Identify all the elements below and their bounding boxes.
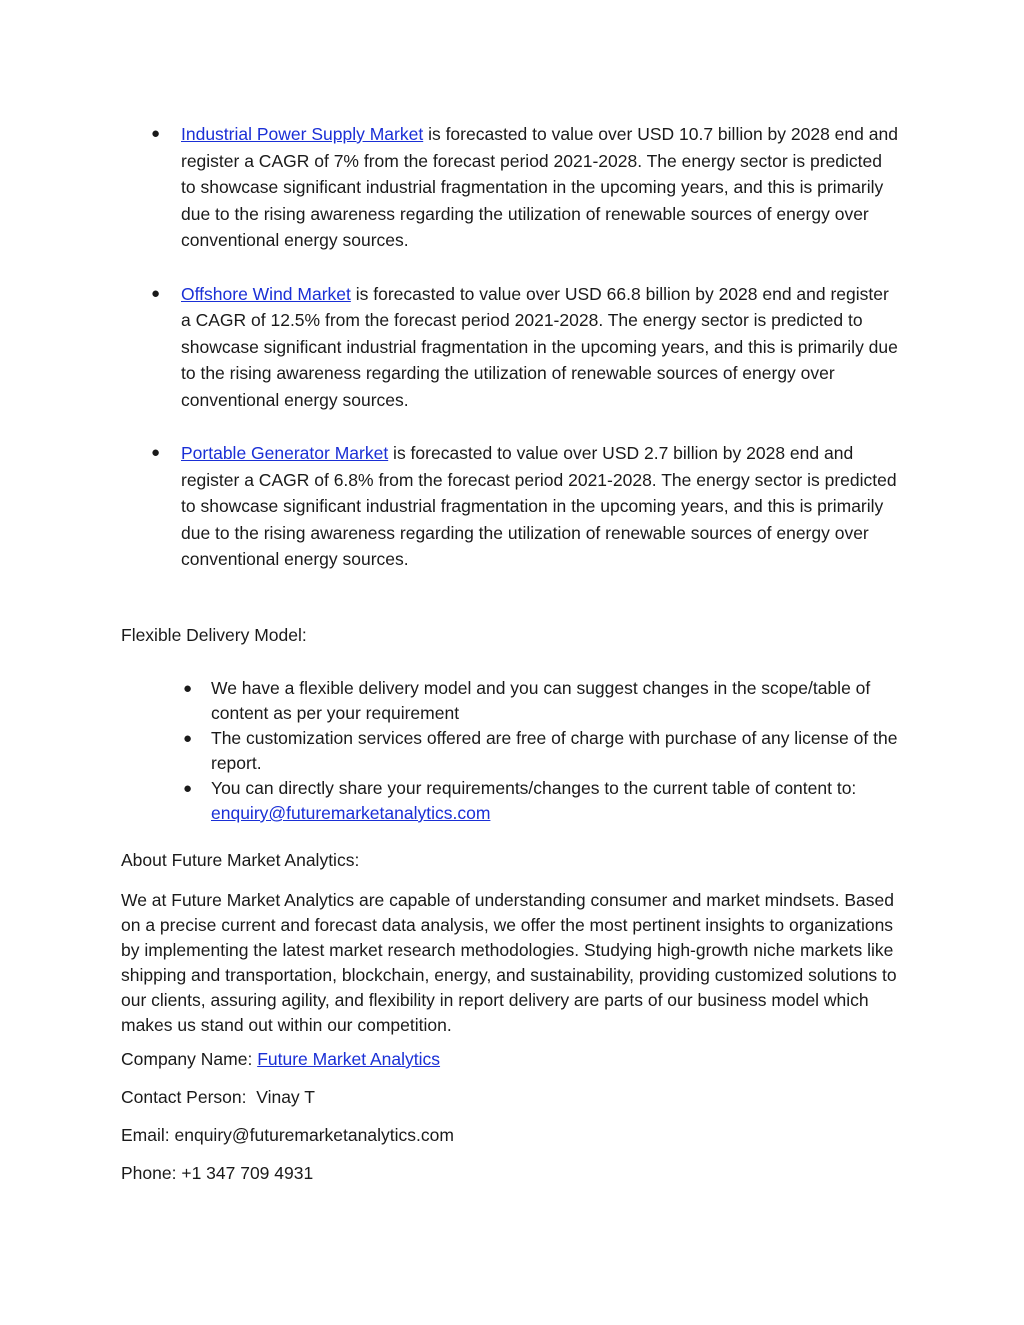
delivery-heading: Flexible Delivery Model: bbox=[121, 625, 307, 645]
phone-value: +1 347 709 4931 bbox=[181, 1163, 314, 1183]
bullet-icon: ● bbox=[151, 444, 161, 461]
bullet-icon: ● bbox=[151, 125, 161, 142]
about-heading: About Future Market Analytics: bbox=[121, 850, 360, 870]
list-item bbox=[0, 281, 901, 414]
offshore-wind-link[interactable]: Offshore Wind Market bbox=[181, 283, 351, 304]
contact-person-line: Contact Person: Vinay T bbox=[121, 1087, 315, 1107]
about-paragraph: We at Future Market Analytics are capable of understanding consumer and market mindsets. Based on a precise current and forecast data analysis, we offer the most pertinent insights to organizations by implementing the latest market research methodologies. Studying high-growth niche markets like shipping and transportation, blockchain, energy, and sustainability, providing customized solutions to our clients, assuring agility, and flexibility in report delivery are parts of our business model which makes us stand out within our competition. bbox=[121, 890, 897, 1035]
market-description: is forecasted to value over USD 2.7 billion by 2028 end and register a CAGR of 6.8% from the forecast period 2021-2028. The energy sector is predicted to showcase significant industrial fragmentation in the upcoming years, and this is primarily due to the rising awareness regarding the utilization of renewable sources of energy over conventional energy sources. bbox=[181, 443, 897, 569]
phone-label: Phone bbox=[121, 1163, 172, 1183]
email-value: enquiry@futuremarketanalytics.com bbox=[174, 1125, 454, 1145]
delivery-list bbox=[0, 676, 1024, 826]
delivery-item-text: You can directly share your requirements/changes to the current table of content to: bbox=[211, 778, 857, 798]
list-item bbox=[0, 776, 901, 826]
industrial-power-supply-link[interactable]: Industrial Power Supply Market bbox=[181, 124, 424, 144]
email-line: Email: enquiry@futuremarketanalytics.com bbox=[121, 1125, 454, 1145]
bullet-icon: ● bbox=[151, 284, 161, 302]
market-description: is forecasted to value over USD 10.7 billion by 2028 end and register a CAGR of 7% from the forecast period 2021-2028. The energy sector is predicted to showcase significant industrial fragmentation in the upcoming years, and this is primarily due to the rising awareness regarding the utilization of renewable sources of energy over conventional energy sources. bbox=[181, 124, 898, 250]
phone-line: Phone: +1 347 709 4931 bbox=[121, 1163, 314, 1183]
portable-generator-link[interactable]: Portable Generator Market bbox=[181, 443, 389, 463]
market-description: is forecasted to value over USD 66.8 billion by 2028 end and register a CAGR of 12.5% from the forecast period 2021-2028. The energy sector is predicted to showcase significant industrial fragmentation in the upcoming years, and this is primarily due to the rising awareness regarding the utilization of renewable sources of energy over conventional energy sources. bbox=[181, 283, 898, 410]
delivery-item-text: The customization services offered are free of charge with purchase of any license of the report. bbox=[211, 728, 898, 773]
delivery-item-text: We have a flexible delivery model and you can suggest changes in the scope/table of content as per your requirement bbox=[211, 678, 871, 723]
list-item bbox=[0, 676, 901, 726]
enquiry-email-link[interactable]: enquiry@futuremarketanalytics.com bbox=[211, 803, 491, 823]
bullet-icon: ● bbox=[183, 680, 193, 697]
contact-person-value: Vinay T bbox=[256, 1087, 315, 1107]
company-name-link[interactable]: Future Market Analytics bbox=[257, 1049, 441, 1069]
bullet-icon: ● bbox=[183, 780, 193, 797]
market-list bbox=[0, 121, 1024, 600]
company-name-line: Company Name: Future Market Analytics bbox=[121, 1049, 441, 1069]
bullet-icon: ● bbox=[183, 730, 193, 747]
list-item bbox=[0, 440, 901, 573]
list-item bbox=[0, 121, 901, 254]
company-name-label: Company Name bbox=[121, 1049, 248, 1069]
email-label: Email bbox=[121, 1125, 165, 1145]
contact-person-label: Contact Person bbox=[121, 1087, 242, 1107]
list-item bbox=[0, 726, 901, 776]
